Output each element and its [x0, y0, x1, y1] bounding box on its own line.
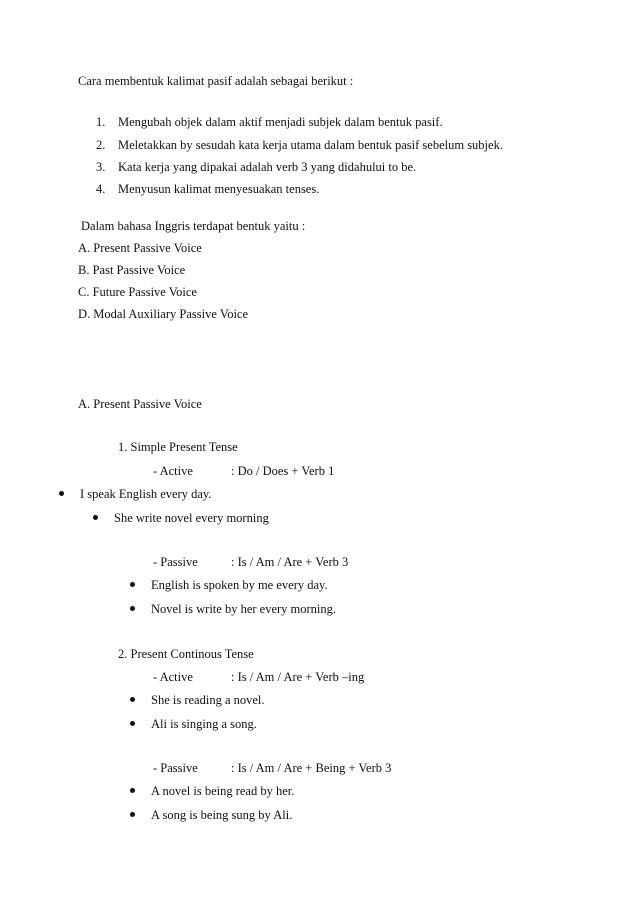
- example-text: I speak English every day.: [80, 487, 212, 501]
- type-item: B. Past Passive Voice: [78, 263, 186, 277]
- formula-text: : Is / Am / Are + Verb –ing: [231, 670, 365, 684]
- formula-text: : Is / Am / Are + Verb 3: [231, 555, 349, 569]
- formula-label: - Passive: [153, 555, 198, 569]
- step-item: [96, 114, 443, 130]
- step-text: Meletakkan by sesudah kata kerja utama dalam bentuk pasif sebelum subjek.: [118, 138, 503, 152]
- bullet-icon: [130, 697, 135, 702]
- passive-formula-row: [153, 554, 348, 570]
- type-item: C. Future Passive Voice: [78, 285, 197, 299]
- example-text: She write novel every morning: [114, 511, 269, 525]
- step-item: [96, 159, 416, 175]
- section-heading: A. Present Passive Voice: [78, 397, 202, 411]
- subsection-title: 2. Present Continous Tense: [118, 647, 254, 661]
- step-item: [96, 181, 319, 197]
- example-text: English is spoken by me every day.: [151, 578, 328, 592]
- bullet-icon: [59, 491, 64, 496]
- example-text: Novel is write by her every morning.: [151, 602, 337, 616]
- bullet-icon: [130, 606, 135, 611]
- intro-text: Cara membentuk kalimat pasif adalah sebagai berikut :: [78, 74, 354, 88]
- step-number: 2.: [96, 138, 106, 152]
- bullet-icon: [130, 812, 135, 817]
- active-formula-row: [153, 463, 334, 479]
- example-text: A song is being sung by Ali.: [151, 808, 293, 822]
- formula-label: - Active: [153, 670, 193, 684]
- formula-text: : Is / Am / Are + Being + Verb 3: [231, 761, 392, 775]
- step-text: Menyusun kalimat menyesuakan tenses.: [118, 182, 320, 196]
- passive-formula-row: [153, 760, 391, 776]
- example-text: A novel is being read by her.: [151, 784, 295, 798]
- types-intro: Dalam bahasa Inggris terdapat bentuk yaitu :: [81, 219, 306, 233]
- subsection-title: 1. Simple Present Tense: [118, 440, 238, 454]
- step-number: 1.: [96, 115, 106, 129]
- step-item: [96, 137, 503, 153]
- step-number: 3.: [96, 160, 106, 174]
- example-text: Ali is singing a song.: [151, 717, 257, 731]
- bullet-icon: [130, 582, 135, 587]
- type-item: A. Present Passive Voice: [78, 241, 202, 255]
- formula-label: - Active: [153, 464, 193, 478]
- bullet-icon: [130, 788, 135, 793]
- example-text: She is reading a novel.: [151, 693, 265, 707]
- active-formula-row: [153, 669, 364, 685]
- bullet-icon: [130, 721, 135, 726]
- step-text: Kata kerja yang dipakai adalah verb 3 yang didahului to be.: [118, 160, 417, 174]
- formula-label: - Passive: [153, 761, 198, 775]
- step-text: Mengubah objek dalam aktif menjadi subjek dalam bentuk pasif.: [118, 115, 443, 129]
- type-item: D. Modal Auxiliary Passive Voice: [78, 307, 249, 321]
- formula-text: : Do / Does + Verb 1: [231, 464, 335, 478]
- step-number: 4.: [96, 182, 106, 196]
- bullet-icon: [93, 515, 98, 520]
